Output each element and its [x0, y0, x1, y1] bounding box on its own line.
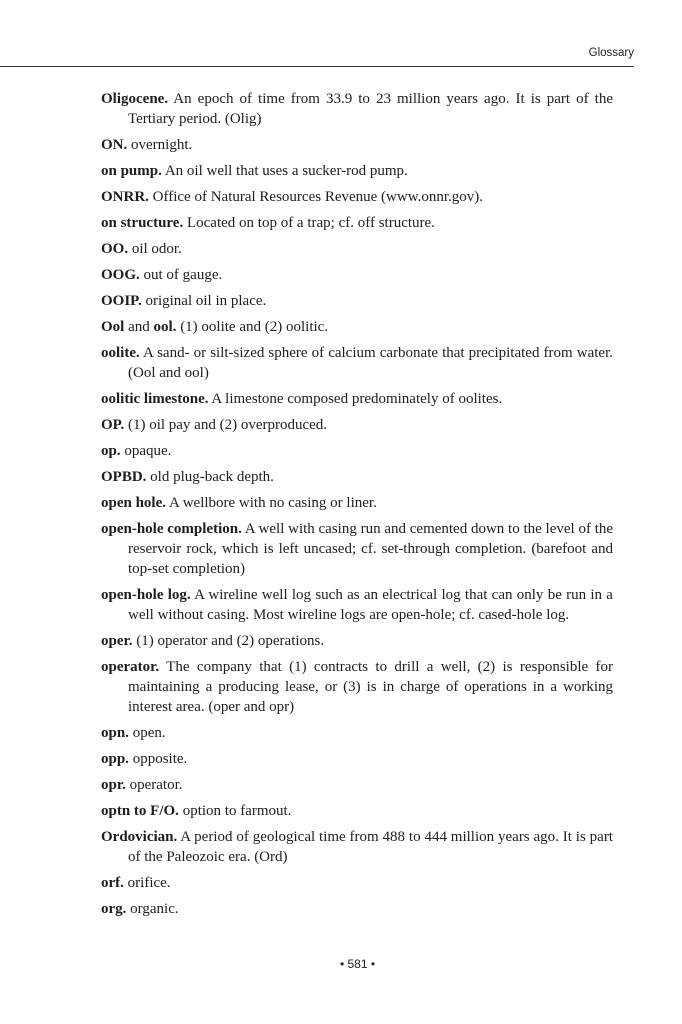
glossary-entry — [101, 89, 613, 129]
entry-term: opp. — [101, 751, 129, 767]
entry-term: oolitic limestone. — [101, 391, 209, 407]
entry-term: open-hole log. — [101, 587, 191, 603]
entry-term: OOIP. — [101, 293, 142, 309]
entry-definition: Office of Natural Resources Revenue (www.onnr.gov). — [152, 189, 483, 205]
entry-definition: Located on top of a trap; cf. off structure. — [186, 215, 435, 231]
entry-definition: old plug-back depth. — [150, 469, 274, 485]
page-number: • 581 • — [339, 957, 376, 971]
glossary-entry — [101, 723, 613, 743]
entry-term: open hole. — [101, 495, 167, 511]
entry-term: ONRR. — [101, 189, 149, 205]
entry-term: op. — [101, 443, 121, 459]
entry-definition: open. — [132, 725, 166, 741]
running-head: Glossary — [588, 47, 634, 59]
glossary-entry — [101, 389, 613, 409]
entry-term: open-hole completion. — [101, 521, 242, 537]
entry-term: Oligocene. — [101, 91, 169, 107]
glossary-entry — [101, 519, 613, 579]
glossary-entry — [101, 775, 613, 795]
glossary-entry — [101, 135, 613, 155]
entry-definition: operator. — [129, 777, 183, 793]
glossary-entry — [101, 213, 613, 233]
entry-definition: original oil in place. — [145, 293, 267, 309]
entry-term: on pump. — [101, 163, 162, 179]
entry-term: OPBD. — [101, 469, 147, 485]
glossary-entry — [101, 493, 613, 513]
entry-definition: opaque. — [124, 443, 172, 459]
entry-term: OOG. — [101, 267, 140, 283]
entry-definition: A wireline well log such as an electrical log that can only be run in a well without casing. Most wireline logs are open-hole; cf. cased-hole log. — [128, 587, 613, 623]
entry-term: opn. — [101, 725, 129, 741]
glossary-entry — [101, 827, 613, 867]
entry-term: org. — [101, 901, 127, 917]
entry-definition: out of gauge. — [143, 267, 223, 283]
glossary-entry — [101, 873, 613, 893]
glossary-entry — [101, 749, 613, 769]
entry-term: ON. — [101, 137, 128, 153]
glossary-entry — [101, 161, 613, 181]
entry-definition: An oil well that uses a sucker-rod pump. — [164, 163, 408, 179]
glossary-entry — [101, 317, 613, 337]
entry-definition: A limestone composed predominately of oolites. — [211, 391, 503, 407]
glossary-entry — [101, 467, 613, 487]
entry-definition: An epoch of time from 33.9 to 23 million years ago. It is part of the Tertiary period. (Olig) — [128, 91, 613, 127]
entry-term: oper. — [101, 633, 133, 649]
entry-definition: (1) oil pay and (2) overproduced. — [127, 417, 328, 433]
glossary-entries — [101, 89, 613, 925]
entry-definition: overnight. — [131, 137, 193, 153]
entry-term: OP. — [101, 417, 125, 433]
entry-definition: option to farmout. — [182, 803, 292, 819]
glossary-entry — [101, 631, 613, 651]
entry-term: Ordovician. — [101, 829, 178, 845]
header-rule — [0, 66, 634, 67]
entry-definition: A period of geological time from 488 to 444 million years ago. It is part of the Paleozoic era. (Ord) — [128, 829, 613, 865]
entry-definition: A wellbore with no casing or liner. — [168, 495, 377, 511]
entry-definition: orifice. — [127, 875, 171, 891]
entry-definition: (1) oolite and (2) oolitic. — [180, 319, 329, 335]
entry-term: orf. — [101, 875, 124, 891]
entry-term-alt: ool. — [153, 319, 177, 335]
entry-definition: The company that (1) contracts to drill a well, (2) is responsible for maintaining a producing lease, or (3) is in charge of operations in a working interest area. (oper and opr) — [128, 659, 613, 715]
entry-definition: A well with casing run and cemented down to the level of the reservoir rock, which is left uncased; cf. set-through completion. (barefoot and top-set completion) — [128, 521, 614, 577]
entry-term: OO. — [101, 241, 129, 257]
glossary-entry — [101, 239, 613, 259]
entry-term: oolite. — [101, 345, 140, 361]
entry-term: opr. — [101, 777, 126, 793]
glossary-entry — [101, 441, 613, 461]
glossary-entry — [101, 585, 613, 625]
entry-joiner: and — [128, 319, 150, 335]
entry-term: Ool — [101, 319, 125, 335]
entry-definition: opposite. — [132, 751, 188, 767]
glossary-entry — [101, 657, 613, 717]
entry-term: operator. — [101, 659, 160, 675]
glossary-entry — [101, 265, 613, 285]
glossary-entry — [101, 187, 613, 207]
entry-definition: A sand- or silt-sized sphere of calcium carbonate that precipitated from water. (Ool and ool) — [128, 345, 613, 381]
glossary-entry — [101, 291, 613, 311]
entry-term: on structure. — [101, 215, 184, 231]
glossary-entry — [101, 415, 613, 435]
glossary-entry — [101, 343, 613, 383]
entry-definition: organic. — [130, 901, 179, 917]
entry-definition: oil odor. — [131, 241, 182, 257]
glossary-entry — [101, 899, 613, 919]
glossary-entry — [101, 801, 613, 821]
entry-definition: (1) operator and (2) operations. — [136, 633, 325, 649]
entry-term: optn to F/O. — [101, 803, 179, 819]
